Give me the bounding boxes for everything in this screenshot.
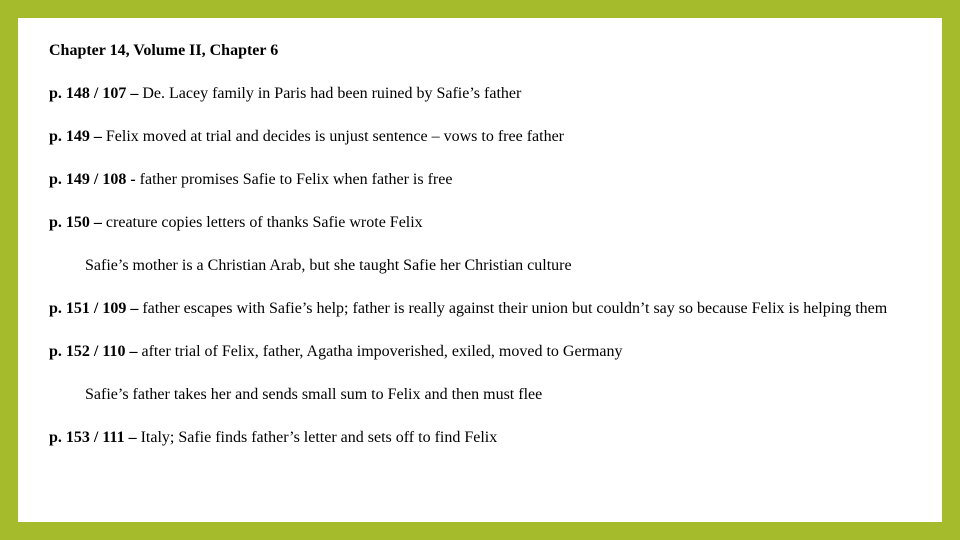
note-line-indented: [49, 255, 909, 277]
note-reference: p. 148 / 107 –: [49, 85, 139, 102]
note-line: [49, 212, 909, 234]
note-reference: p. 150 –: [49, 214, 102, 231]
note-line-heading: [49, 40, 909, 62]
slide-content: [18, 18, 942, 522]
chapter-notes-list: [49, 40, 909, 470]
note-text: after trial of Felix, father, Agatha impoverished, exiled, moved to Germany: [137, 343, 623, 360]
note-line: [49, 169, 909, 191]
note-reference: p. 153 / 111 –: [49, 429, 137, 446]
note-line-indented: [49, 384, 909, 406]
note-text: Safie’s mother is a Christian Arab, but she taught Safie her Christian culture: [85, 257, 572, 274]
note-text: Italy; Safie finds father’s letter and sets off to find Felix: [136, 429, 498, 446]
note-text: Safie’s father takes her and sends small sum to Felix and then must flee: [85, 386, 543, 403]
note-reference: p. 149 –: [49, 128, 102, 145]
note-text: father escapes with Safie’s help; father is really against their union but couldn’t say so because Felix is helping them: [138, 300, 888, 317]
note-text: De. Lacey family in Paris had been ruined by Safie’s father: [138, 85, 522, 102]
note-line: [49, 298, 909, 320]
note-line: [49, 341, 909, 363]
note-line: [49, 83, 909, 105]
note-line: [49, 427, 909, 449]
note-text: creature copies letters of thanks Safie wrote Felix: [101, 214, 423, 231]
note-reference: p. 149 / 108 -: [49, 171, 136, 188]
note-reference: p. 152 / 110 –: [49, 343, 138, 360]
note-text: Felix moved at trial and decides is unjust sentence – vows to free father: [101, 128, 564, 145]
note-line: [49, 126, 909, 148]
note-text: father promises Safie to Felix when father is free: [135, 171, 453, 188]
note-reference: Chapter 14, Volume II, Chapter 6: [49, 42, 279, 59]
note-reference: p. 151 / 109 –: [49, 300, 139, 317]
